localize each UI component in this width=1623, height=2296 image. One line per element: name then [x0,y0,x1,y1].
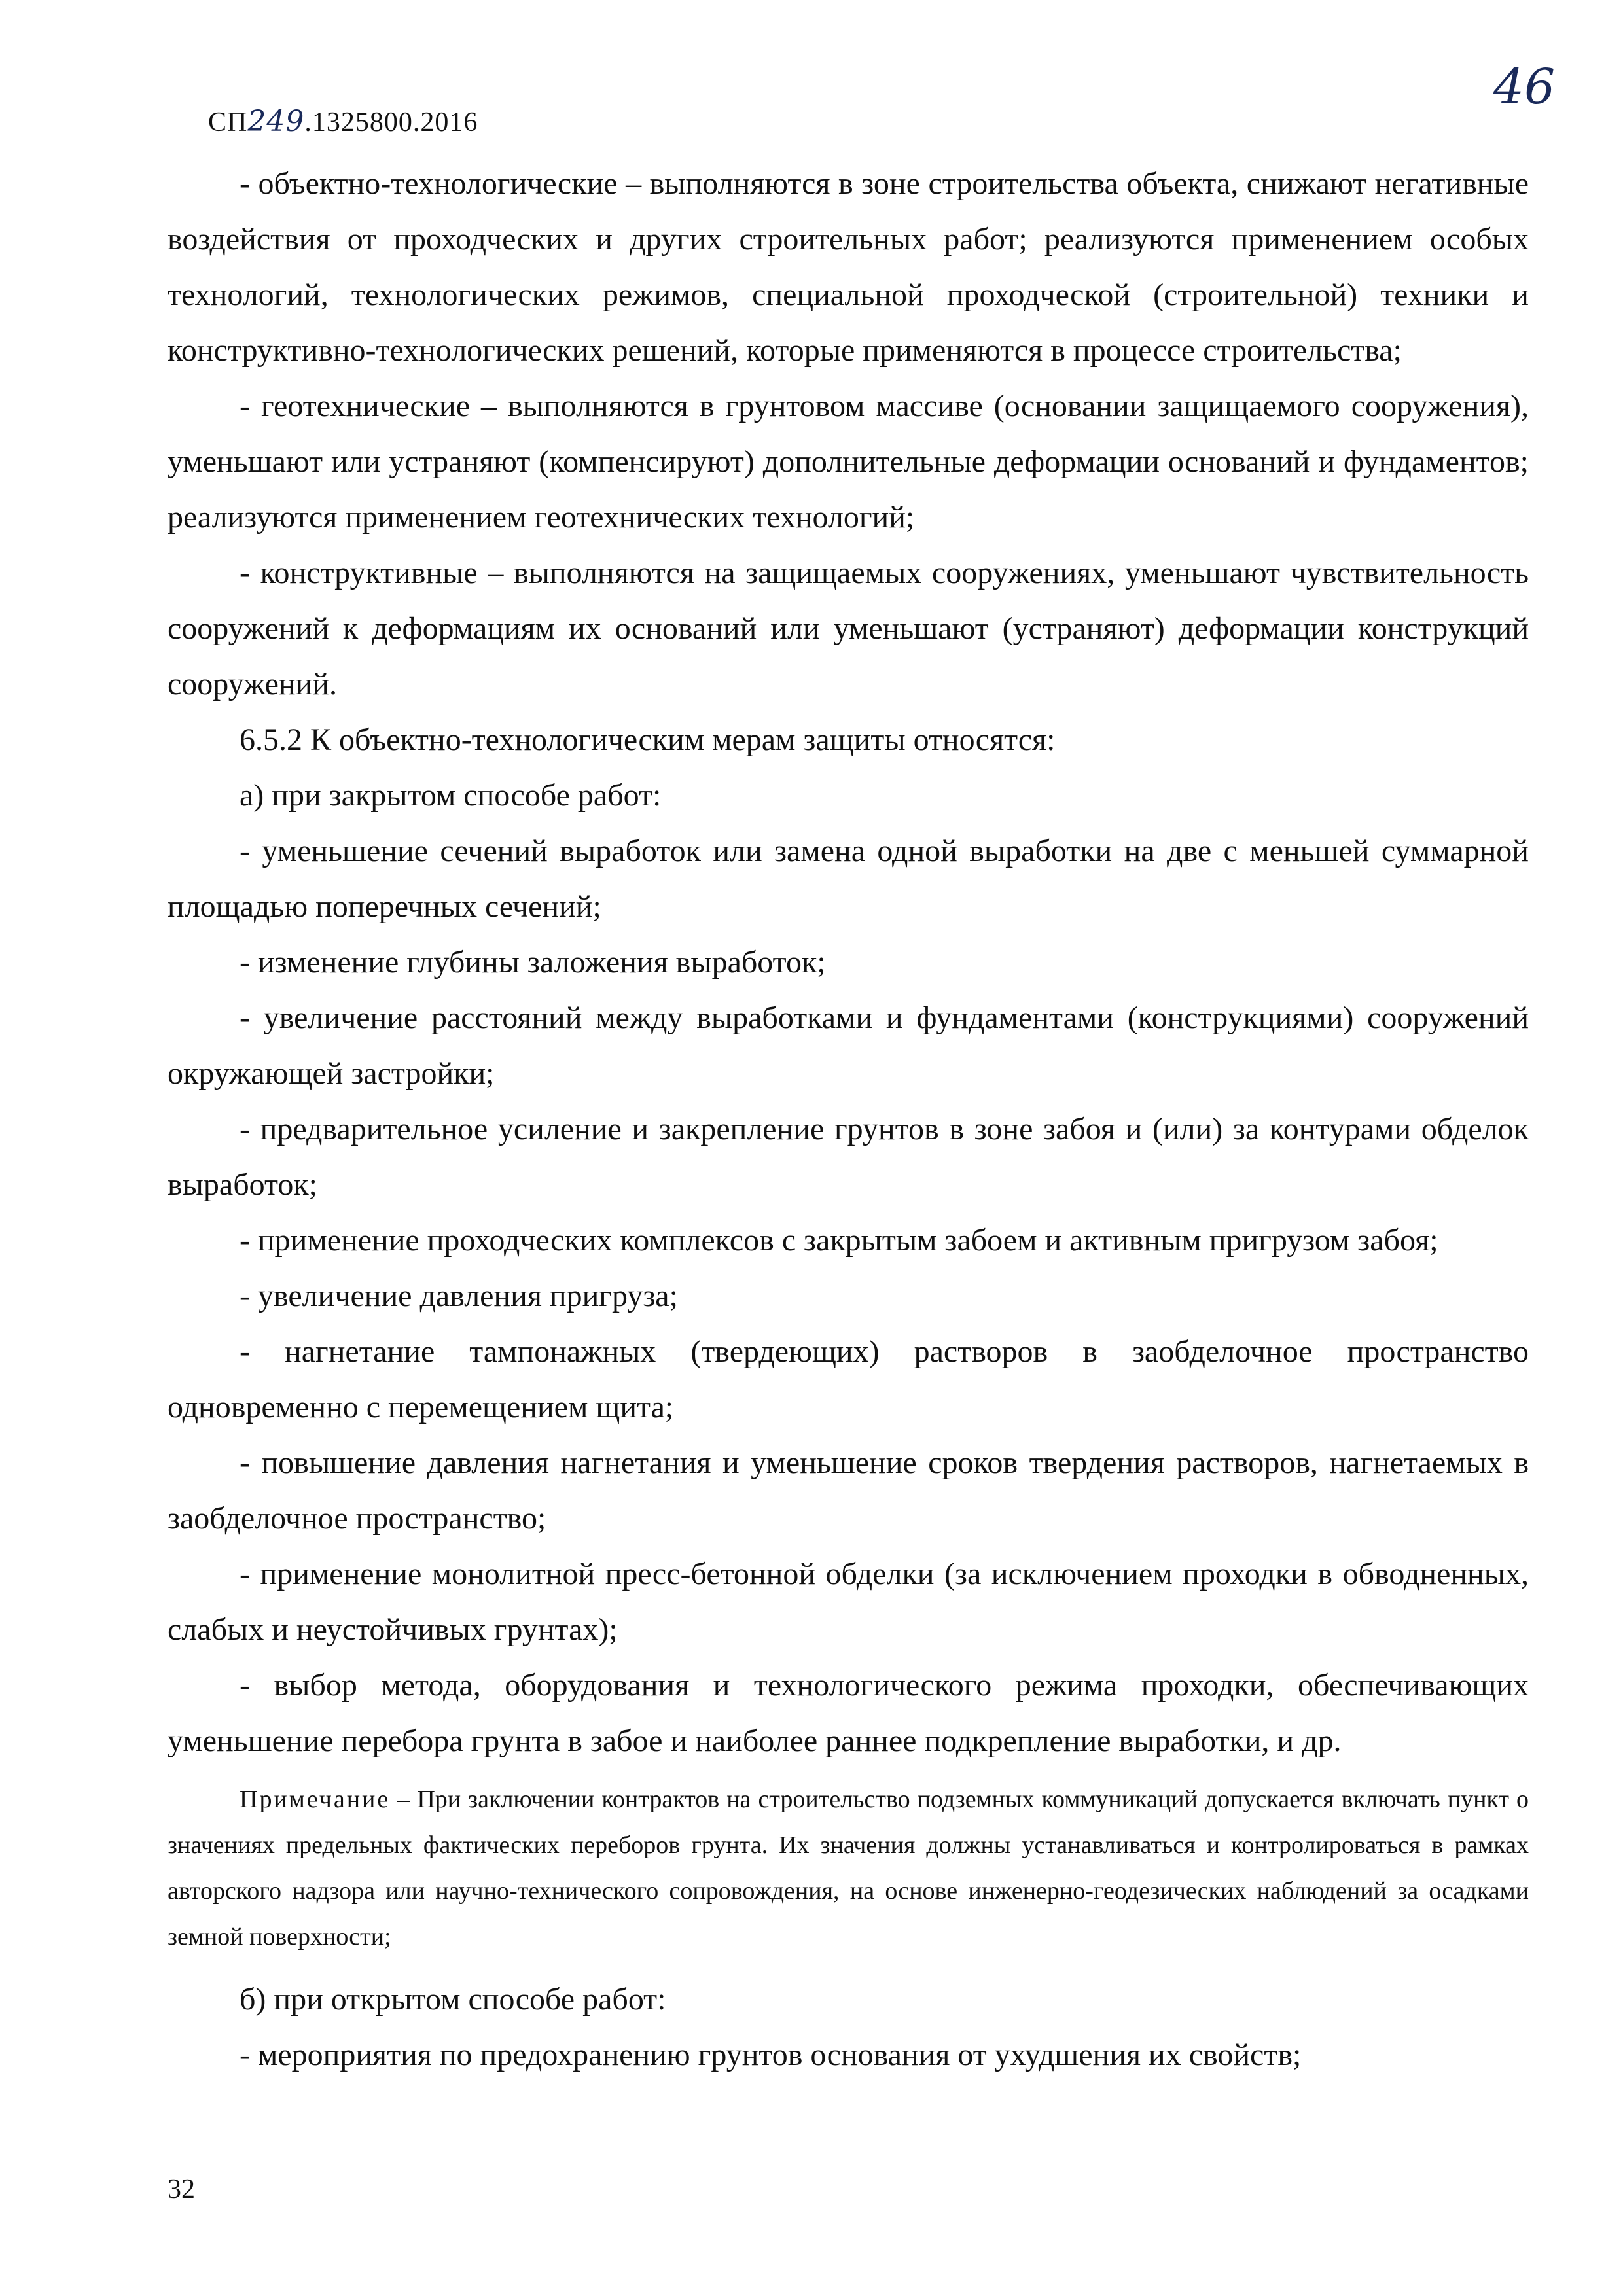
paragraph: - увеличение расстояний между выработками и фундаментами (конструкциями) сооружений окружающей застройки; [168,1000,1529,1091]
page-number: 32 [168,2174,195,2204]
paragraph: - применение проходческих комплексов с закрытым забоем и активным пригрузом забоя; [240,1223,1438,1258]
subsection-label: б) при открытом способе работ: [240,1982,666,2017]
paragraph: - предварительное усиление и закрепление грунтов в зоне забоя и (или) за контурами обделок выработок; [168,1112,1529,1202]
document-body [168,156,1529,2083]
paragraph: - выбор метода, оборудования и технологического режима проходки, обеспечивающих уменьшение перебора грунта в забое и наиболее раннее подкрепление выработки, и др. [168,1668,1529,1758]
handwritten-page-mark: 46 [1493,59,1556,115]
note-label: Примечание [240,1786,391,1813]
paragraph: - уменьшение сечений выработок или замена одной выработки на две с меньшей суммарной площадью поперечных сечений; [168,834,1529,924]
subsection-label: а) при закрытом способе работ: [240,778,662,813]
section-heading: 6.5.2 К объектно-технологическим мерам защиты относятся: [240,722,1056,757]
document-code [208,105,478,138]
doc-code-prefix: СП [208,107,248,137]
paragraph: - объектно-технологические – выполняются в зоне строительства объекта, снижают негативные воздействия от проходческих и других строительных работ; реализуются применением особых технологий, технологических режимов, специальной проходческой (строительной) техники и конструктивно-технологических решений, которые применяются в процессе строительства; [168,166,1529,368]
paragraph: - геотехнические – выполняются в грунтовом массиве (основании защищаемого сооружения), уменьшают или устраняют (компенсируют) дополнительные деформации оснований и фундаментов; реализуются применением геотехнических технологий; [168,389,1529,535]
note-text: – При заключении контрактов на строительство подземных коммуникаций допускается включать пункт о значениях предельных фактических переборов грунта. Их значения должны устанавливаться и контролироваться в рамках авторского надзора или научно-технического сопровождения, на основе инженерно-геодезических наблюдений за осадками земной поверхности; [168,1786,1529,1951]
note [168,1776,1529,1960]
doc-code-suffix: .1325800.2016 [304,107,478,137]
doc-code-handwritten-number: 249 [247,105,305,138]
paragraph: - повышение давления нагнетания и уменьшение сроков твердения растворов, нагнетаемых в заобделочное пространство; [168,1445,1529,1536]
paragraph: - мероприятия по предохранению грунтов основания от ухудшения их свойств; [240,2038,1302,2072]
paragraph: - конструктивные – выполняются на защищаемых сооружениях, уменьшают чувствительность сооружений к деформациям их оснований или уменьшают (устраняют) деформации конструкций сооружений. [168,556,1529,701]
paragraph: - увеличение давления пригруза; [240,1279,678,1313]
paragraph: - изменение глубины заложения выработок; [240,945,826,980]
paragraph: - нагнетание тампонажных (твердеющих) растворов в заобделочное пространство одновременно с перемещением щита; [168,1334,1529,1424]
paragraph: - применение монолитной пресс-бетонной обделки (за исключением проходки в обводненных, слабых и неустойчивых грунтах); [168,1557,1529,1647]
